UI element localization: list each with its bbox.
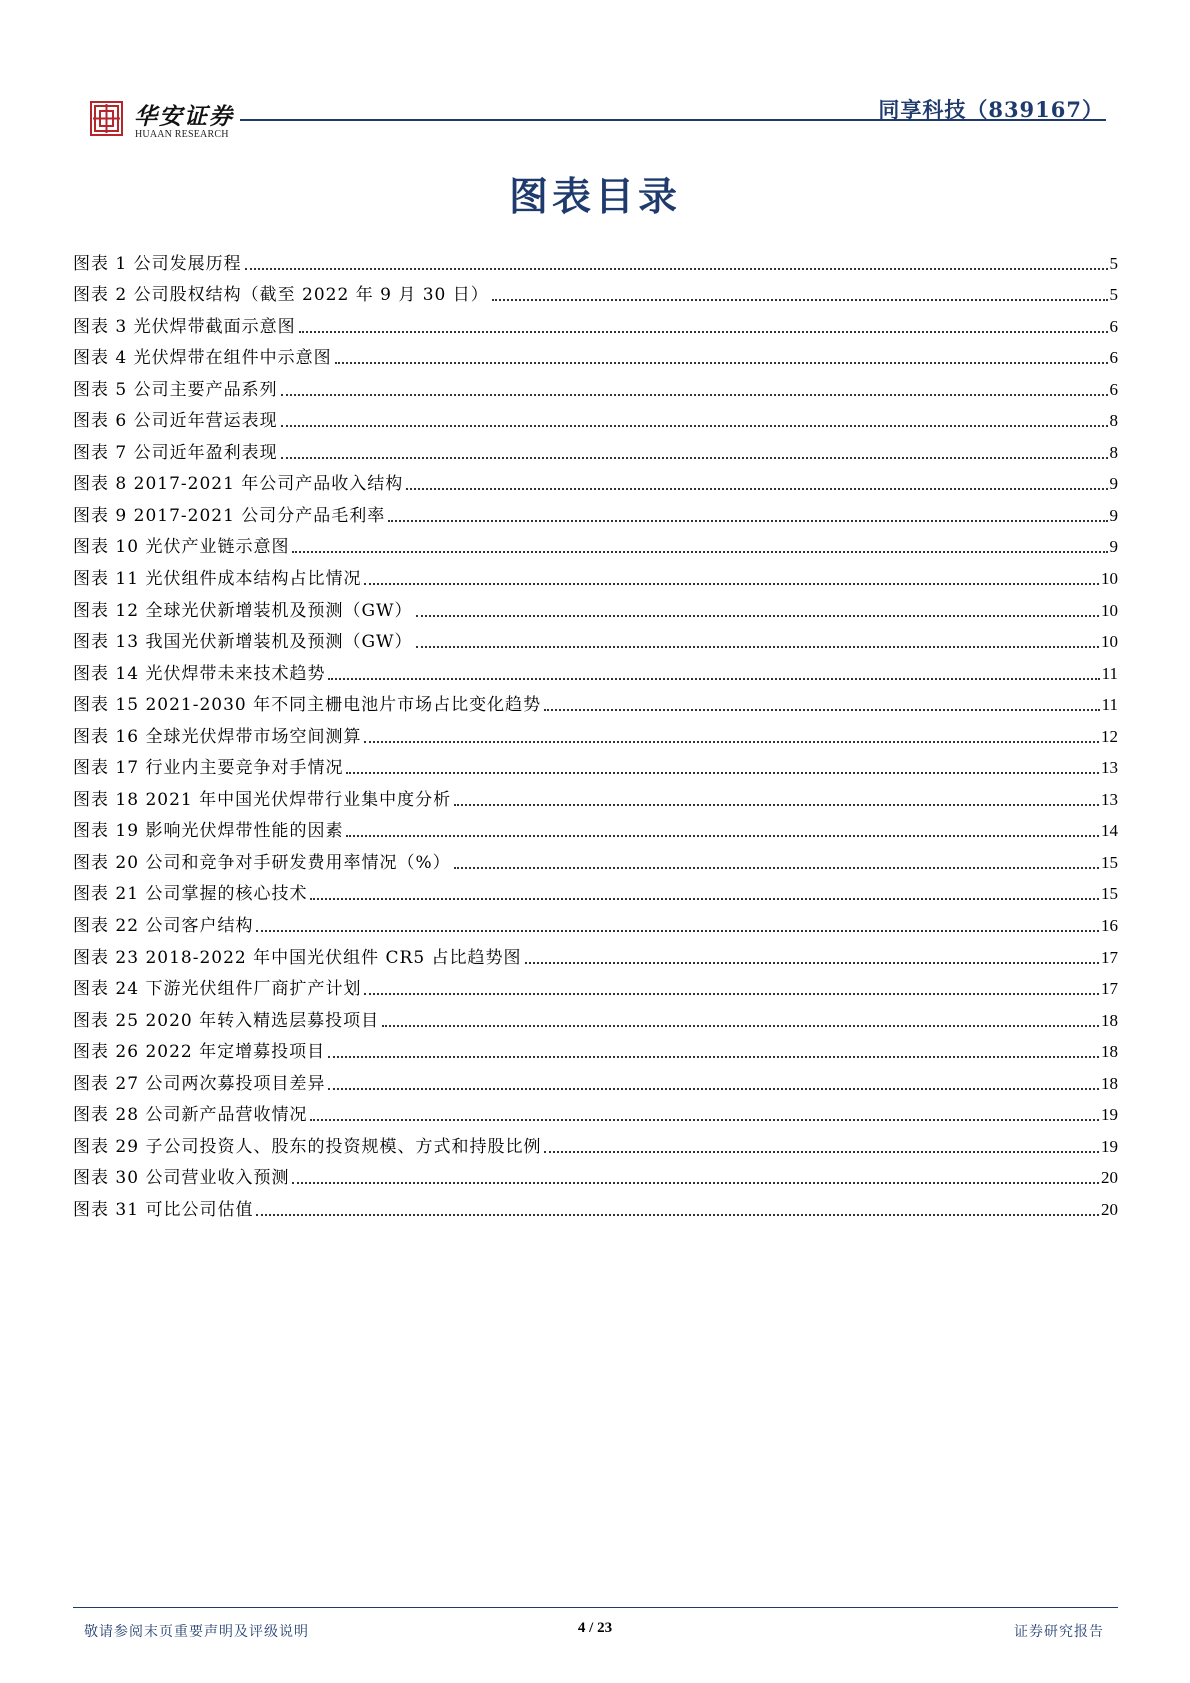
toc-entry-label: 图表 14 光伏焊带未来技术趋势 [73,663,326,684]
toc-entry-page: 18 [1101,1010,1118,1030]
toc-entry-page: 16 [1101,916,1118,936]
toc-entry-page: 6 [1109,379,1118,399]
toc-entry-label: 图表 30 公司营业收入预测 [73,1168,290,1189]
toc-leader-dots [382,1025,1099,1027]
toc-leader-dots [328,1056,1099,1058]
toc-entry-page: 17 [1101,979,1118,999]
toc-leader-dots [544,1151,1099,1153]
toc-entry-page: 5 [1109,285,1118,305]
toc-entry-label: 图表 2 公司股权结构（截至 2022 年 9 月 30 日） [73,285,489,306]
toc-entry[interactable] [73,969,1118,1001]
toc-leader-dots [310,898,1099,900]
toc-entry-page: 10 [1101,632,1118,652]
toc-leader-dots [328,678,1099,680]
toc-leader-dots [292,551,1107,553]
toc-leader-dots [346,772,1099,774]
toc-leader-dots [416,615,1100,617]
toc-entry[interactable] [73,369,1118,401]
toc-entry[interactable] [73,1158,1118,1190]
toc-entry-page: 20 [1101,1199,1118,1219]
logo-name-cn: 华安证券 [134,103,234,130]
toc-entry[interactable] [73,558,1118,590]
toc-entry[interactable] [73,748,1118,780]
toc-entry-label: 图表 21 公司掌握的核心技术 [73,884,308,905]
toc-leader-dots [364,993,1099,995]
toc-entry[interactable] [73,937,1118,969]
toc-entry[interactable] [73,622,1118,654]
toc-entry-page: 14 [1101,821,1118,841]
toc-leader-dots [292,1182,1099,1184]
logo-name-en: HUAAN RESEARCH [135,129,229,140]
toc-leader-dots [281,425,1108,427]
toc-leader-dots [388,520,1107,522]
toc-entry[interactable] [73,243,1118,275]
toc-entry[interactable] [73,685,1118,717]
toc-entry-label: 图表 26 2022 年定增募投项目 [73,1042,326,1063]
toc-entry-label: 图表 27 公司两次募投项目差异 [73,1073,326,1094]
toc-entry-label: 图表 28 公司新产品营收情况 [73,1105,308,1126]
toc-leader-dots [328,1088,1099,1090]
toc-entry[interactable] [73,842,1118,874]
toc-leader-dots [245,268,1108,270]
toc-entry[interactable] [73,306,1118,338]
toc-entry-label: 图表 12 全球光伏新增装机及预测（GW） [73,600,413,621]
toc-entry[interactable] [73,716,1118,748]
toc-entry[interactable] [73,495,1118,527]
company-title: 同享科技（839167） [878,97,1104,122]
toc-leader-dots [310,1119,1099,1121]
toc-leader-dots [454,867,1099,869]
toc-entry-page: 9 [1109,505,1118,525]
toc-entry-page: 5 [1109,253,1118,273]
page-title: 图表目录 [508,174,681,220]
toc-entry-label: 图表 7 公司近年盈利表现 [73,442,278,463]
toc-entry-label: 图表 10 光伏产业链示意图 [73,537,290,558]
toc-entry-page: 10 [1101,600,1118,620]
toc-leader-dots [256,930,1099,932]
toc-entry-label: 图表 15 2021-2030 年不同主栅电池片市场占比变化趋势 [73,695,542,716]
toc-entry-page: 9 [1109,474,1118,494]
toc-entry-page: 12 [1101,726,1118,746]
toc-entry-label: 图表 24 下游光伏组件厂商扩产计划 [73,979,362,1000]
toc-entry-page: 13 [1101,789,1118,809]
toc-entry-label: 图表 29 子公司投资人、股东的投资规模、方式和持股比例 [73,1136,542,1157]
toc-leader-dots [299,331,1108,333]
toc-entry-label: 图表 18 2021 年中国光伏焊带行业集中度分析 [73,789,452,810]
toc-entry[interactable] [73,905,1118,937]
toc-entry[interactable] [73,432,1118,464]
toc-entry-label: 图表 23 2018-2022 年中国光伏组件 CR5 占比趋势图 [73,947,522,968]
toc-entry[interactable] [73,1032,1118,1064]
toc-entry-label: 图表 22 公司客户结构 [73,916,254,937]
toc-entry-label: 图表 1 公司发展历程 [73,253,242,274]
toc-entry-page: 15 [1101,884,1118,904]
toc-entry-page: 18 [1101,1073,1118,1093]
toc-entry-page: 10 [1101,569,1118,589]
toc-leader-dots [406,488,1107,490]
toc-leader-dots [281,457,1108,459]
footer-disclaimer: 敬请参阅末页重要声明及评级说明 [84,1624,309,1640]
report-type: 证券研究报告 [1014,1624,1104,1640]
toc-entry[interactable] [73,1095,1118,1127]
toc-leader-dots [492,299,1108,301]
toc-entry[interactable] [73,527,1118,559]
toc-entry-label: 图表 6 公司近年营运表现 [73,411,278,432]
toc-entry[interactable] [73,1189,1118,1221]
toc-leader-dots [525,962,1099,964]
toc-entry-label: 图表 4 光伏焊带在组件中示意图 [73,348,332,369]
toc-entry-label: 图表 19 影响光伏焊带性能的因素 [73,821,344,842]
toc-entry[interactable] [73,874,1118,906]
toc-leader-dots [335,362,1108,364]
toc-entry-page: 18 [1101,1042,1118,1062]
figure-toc-list [73,243,1118,1221]
toc-leader-dots [364,583,1099,585]
toc-entry-page: 8 [1109,442,1118,462]
toc-entry[interactable] [73,1000,1118,1032]
toc-leader-dots [416,646,1100,648]
toc-entry-page: 20 [1101,1168,1118,1188]
toc-entry[interactable] [73,590,1118,622]
toc-leader-dots [281,394,1108,396]
toc-entry[interactable] [73,779,1118,811]
toc-entry-label: 图表 13 我国光伏新增装机及预测（GW） [73,632,413,653]
toc-entry-label: 图表 5 公司主要产品系列 [73,379,278,400]
toc-entry-label: 图表 9 2017-2021 公司分产品毛利率 [73,505,386,526]
toc-entry-page: 6 [1109,316,1118,336]
toc-entry-label: 图表 16 全球光伏焊带市场空间测算 [73,726,362,747]
page-header [0,0,1190,140]
toc-entry-label: 图表 8 2017-2021 年公司产品收入结构 [73,474,404,495]
toc-entry-label: 图表 25 2020 年转入精选层募投项目 [73,1010,380,1031]
toc-entry-label: 图表 20 公司和竞争对手研发费用率情况（%） [73,852,451,873]
toc-entry-label: 图表 11 光伏组件成本结构占比情况 [73,569,362,590]
toc-entry-label: 图表 31 可比公司估值 [73,1199,254,1220]
toc-entry[interactable] [73,464,1118,496]
toc-entry[interactable] [73,1063,1118,1095]
toc-entry[interactable] [73,401,1118,433]
toc-entry-page: 13 [1101,758,1118,778]
toc-entry[interactable] [73,653,1118,685]
huaan-logo-icon [90,101,123,136]
toc-entry-page: 19 [1101,1136,1118,1156]
toc-entry-label: 图表 17 行业内主要竞争对手情况 [73,758,344,779]
toc-entry-page: 11 [1101,663,1118,683]
toc-entry[interactable] [73,338,1118,370]
toc-leader-dots [544,709,1100,711]
toc-entry-page: 9 [1109,537,1118,557]
toc-entry-page: 6 [1109,348,1118,368]
toc-entry-page: 8 [1109,411,1118,431]
toc-entry-page: 19 [1101,1105,1118,1125]
toc-entry-page: 15 [1101,852,1118,872]
toc-entry-page: 11 [1101,695,1118,715]
toc-entry[interactable] [73,1126,1118,1158]
toc-leader-dots [364,741,1099,743]
toc-leader-dots [346,835,1099,837]
toc-leader-dots [256,1214,1099,1216]
page-number: 4 / 23 [577,1620,613,1636]
toc-entry-page: 17 [1101,947,1118,967]
toc-entry[interactable] [73,811,1118,843]
toc-entry[interactable] [73,275,1118,307]
toc-entry-label: 图表 3 光伏焊带截面示意图 [73,316,296,337]
toc-leader-dots [454,804,1099,806]
footer-divider [73,1607,1118,1608]
